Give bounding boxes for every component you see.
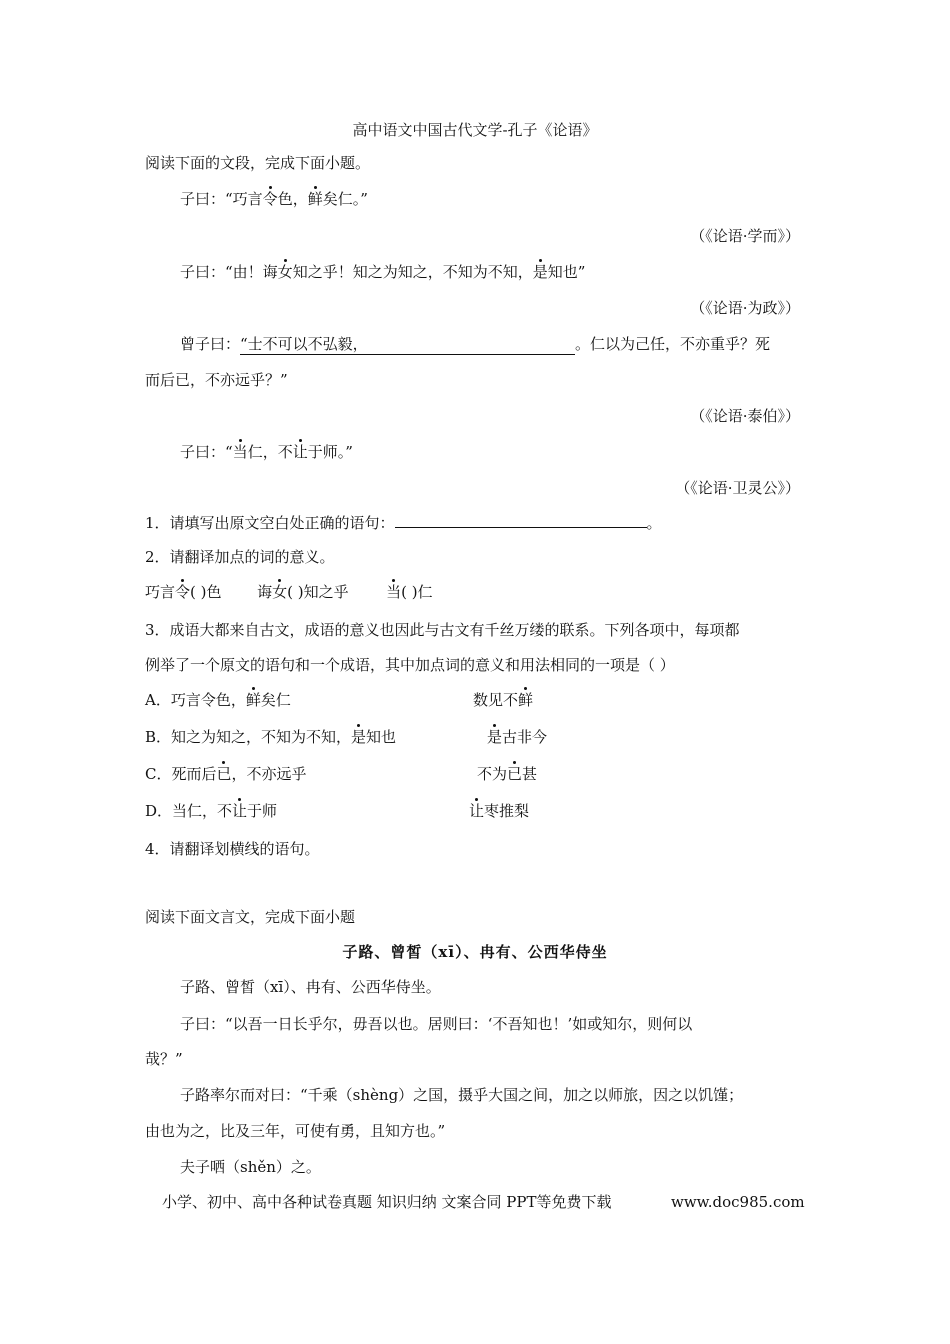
source-3: （《论语·泰伯》） (690, 407, 800, 425)
passage-paragraph-2-cont: 哉？” (145, 1050, 183, 1068)
question-2: 2．请翻译加点的词的意义。 (145, 548, 335, 566)
question-3-line2: 例举了一个原文的语句和一个成语，其中加点词的意义和用法相同的一项是（ ） (145, 656, 675, 674)
quote-1: 子曰：“巧言令色，鲜矣仁。” (180, 190, 368, 208)
question-4: 4．请翻译划横线的语句。 (145, 840, 320, 858)
option-d-idiom: 让枣推梨 (469, 802, 530, 820)
passage-paragraph-2: 子曰：“以吾一日长乎尔，毋吾以也。居则曰：‘不吾知也！’如或知尔，则何以 (180, 1015, 693, 1033)
section2-instruction: 阅读下面文言文，完成下面小题 (145, 908, 356, 926)
option-a: A．巧言令色，鲜矣仁 (145, 691, 291, 709)
option-a-idiom: 数见不鲜 (473, 691, 534, 709)
source-2: （《论语·为政》） (690, 299, 800, 317)
quote-2: 子曰：“由！诲女知之乎！知之为知之，不知为不知，是知也” (180, 263, 586, 281)
section1-instruction: 阅读下面的文段，完成下面小题。 (145, 154, 371, 172)
source-1: （《论语·学而》） (690, 227, 800, 245)
question-3-line1: 3．成语大都来自古文，成语的意义也因此与古文有千丝万缕的联系。下列各项中，每项都 (145, 621, 740, 639)
question-2-items: 巧言令( )色 诲女( )知之乎 当( )仁 (145, 583, 433, 601)
answer-blank[interactable] (395, 527, 647, 528)
option-c-idiom: 不为已甚 (477, 765, 538, 783)
option-b: B．知之为知之，不知为不知，是知也 (145, 728, 397, 746)
quote-4: 子曰：“当仁，不让于师。” (180, 443, 353, 461)
source-4: （《论语·卫灵公》） (675, 479, 800, 497)
quote-3: 曾子曰：“士不可以不弘毅， 。仁以为己任，不亦重乎？死 (180, 335, 771, 353)
passage-title: 子路、曾皙（xī）、冉有、公西华侍坐 (342, 943, 608, 961)
underlined-sentence: “士不可以不弘毅， (240, 334, 575, 355)
document-title: 高中语文中国古代文学-孔子《论语》 (352, 121, 598, 139)
footer-text: 小学、初中、高中各种试卷真题 知识归纳 文案合同 PPT等免费下载 (162, 1193, 612, 1211)
passage-paragraph-3-cont: 由也为之，比及三年，可使有勇，且知方也。” (145, 1122, 446, 1140)
passage-paragraph-1: 子路、曾皙（xī）、冉有、公西华侍坐。 (180, 978, 441, 996)
passage-paragraph-4: 夫子哂（shěn）之。 (180, 1158, 321, 1176)
passage-paragraph-3: 子路率尔而对曰：“千乘（shèng）之国，摄乎大国之间，加之以师旅，因之以饥馑； (180, 1086, 744, 1104)
footer-url[interactable]: www.doc985.com (671, 1193, 805, 1211)
quote-3-continued: 而后已，不亦远乎？” (145, 371, 288, 389)
option-d: D．当仁，不让于师 (145, 802, 278, 820)
option-b-idiom: 是古非今 (487, 728, 548, 746)
option-c: C．死而后已，不亦远乎 (145, 765, 307, 783)
question-1: 1．请填写出原文空白处正确的语句： 。 (145, 514, 662, 532)
